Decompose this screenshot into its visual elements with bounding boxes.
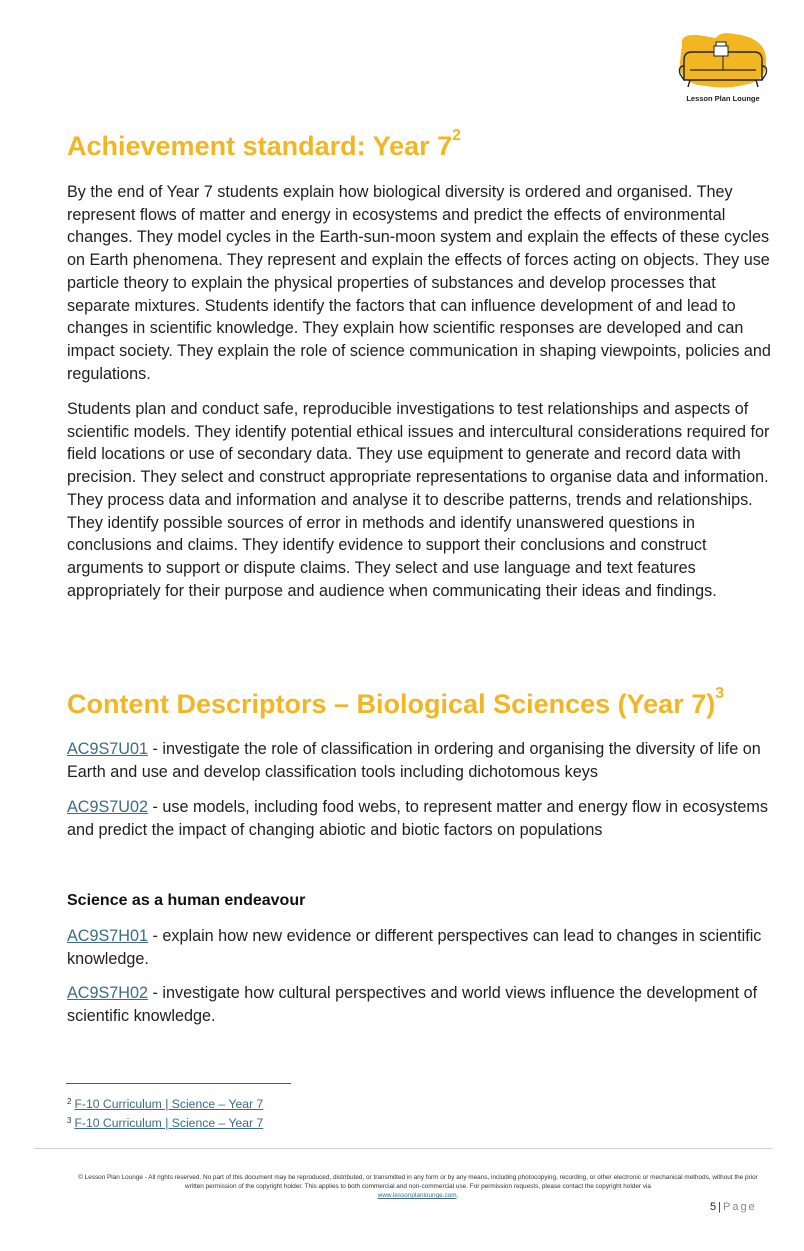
brand-logo [676,32,770,106]
website-link[interactable]: www.lessonplanlounge.com [377,1192,457,1199]
footnote-ref-2[interactable]: 2 [452,127,462,144]
descriptor-text: - investigate how cultural perspectives and world views influence the development of scientific knowledge. [67,984,758,1025]
content-descriptors-heading: Content Descriptors – Biological Sciences (Year 7)$^3$ [67,685,725,719]
footer-divider [34,1148,772,1149]
descriptor-item [67,738,771,784]
descriptor-item [67,796,771,842]
descriptor-text: - use models, including food webs, to represent matter and energy flow in ecosystems and predict the impact of changing abiotic and biotic factors on populations [67,798,768,839]
descriptor-item [67,925,771,971]
descriptor-link-ac9s7u02[interactable]: AC9S7U02 [67,798,148,816]
she-subheading: Science as a human endeavour [67,892,306,909]
page-number: 5|Page [710,1201,757,1213]
sofa-logo-icon [676,32,770,94]
footnote-2: $^2$ F-10 Curriculum | Science – Year 7 [67,1097,264,1111]
descriptor-link-ac9s7u01[interactable]: AC9S7U01 [67,740,148,758]
copyright-notice: © Lesson Plan Lounge - All rights reserved. No part of this document may be reproduced, distributed, or transmitted in any form or by any means, including photocopying, recording, or other electronic or mechanical methods, without the prior written permission of the copyright holder. This applies to both commercial and non-commercial use. For permission requests, please contact the copyright holder via www.lessonplanlounge.com. [78,1174,758,1199]
descriptor-text: - explain how new evidence or different perspectives can lead to changes in scientific knowledge. [67,927,762,968]
logo-text: Lesson Plan Lounge [686,94,760,103]
descriptor-text: - investigate the role of classification in ordering and organising the diversity of life on Earth and use and develop classification tools including dichotomous keys [67,740,761,781]
descriptor-item [67,982,771,1028]
footnote-3: $^3$ F-10 Curriculum | Science – Year 7 [67,1116,264,1130]
footnote-divider [66,1083,291,1084]
achievement-paragraph-1: By the end of Year 7 students explain how biological diversity is ordered and organised. They represent flows of matter and energy in ecosystems and predict the effects of environmental changes. They model cycles in the Earth-sun-moon system and explain the effects of these cycles on Earth phenomena. They represent and explain the effects of forces acting on objects. They use particle theory to explain the physical properties of substances and develop processes that separate mixtures. Students identify the factors that can influence development of and lead to changes in scientific knowledge. They explain how scientific responses are developed and can impact society. They explain the role of science communication in shaping viewpoints, policies and regulations. [67,183,771,383]
footnote-link[interactable]: F-10 Curriculum | Science – Year 7 [74,1116,264,1130]
descriptor-link-ac9s7h02[interactable]: AC9S7H02 [67,984,148,1002]
achievement-paragraph-2: Students plan and conduct safe, reproducible investigations to test relationships and aspects of scientific models. They identify potential ethical issues and intercultural considerations required for field locations or use of secondary data. They use equipment to generate and record data with precision. They select and construct appropriate representations to organise data and information. They process data and information and analyse it to describe patterns, trends and relationships. They identify possible sources of error in methods and identify unanswered questions in conclusions and claims. They identify evidence to support their conclusions and construct arguments to support or dispute claims. They select and use language and text features appropriately for their purpose and audience when communicating their ideas and findings. [67,400,770,600]
descriptor-link-ac9s7h01[interactable]: AC9S7H01 [67,927,148,945]
achievement-standard-heading: Achievement standard: Year $7^2$ [67,127,462,161]
footnote-link[interactable]: F-10 Curriculum | Science – Year 7 [74,1097,264,1111]
footnote-ref-3[interactable]: 3 [715,685,725,702]
